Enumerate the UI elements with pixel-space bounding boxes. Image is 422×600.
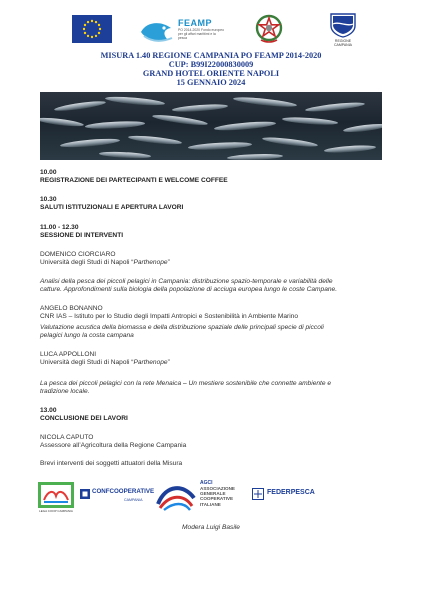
title-line-measure: MISURA 1.40 REGIONE CAMPANIA PO FEAMP 2014-2020: [100, 51, 322, 60]
campania-shield-icon: [328, 12, 358, 38]
agci-full-name: [200, 486, 235, 507]
speaker-1-talk-line-1: Analisi della pesca dei piccoli pelagici in Campania: distribuzione spazio-temporale e variabilità delle: [40, 278, 333, 285]
time-opening: 10.30: [40, 196, 57, 203]
federpesca-logo: [252, 488, 332, 504]
time-conclusion: 13.00: [40, 407, 57, 414]
sardines-banner-image: [40, 92, 382, 160]
legacoop-logo: [38, 482, 74, 514]
legacoop-icon: [38, 482, 74, 508]
speaker-3-name: LUCA APPOLLONI: [40, 351, 97, 358]
speaker-2-talk-line-1: Valutazione acustica della biomassa e della distribuzione spaziale delle principali specie di piccoli: [40, 324, 324, 331]
confcooperative-name: CONFCOOPERATIVE: [92, 488, 155, 495]
time-session: 11.00 - 12.30: [40, 224, 79, 231]
speaker-4-name: NICOLA CAPUTO: [40, 434, 94, 441]
agci-name: AGCI: [200, 480, 213, 486]
confcooperative-icon: [80, 489, 90, 499]
confcooperative-logo: [80, 488, 155, 510]
time-registration: 10.00: [40, 169, 57, 176]
speaker-1-talk-line-2: catture. Approfondimenti sulla biologia della popolazione di acciuga europea lungo le coste Campane.: [40, 286, 338, 293]
agci-line-2: GENERALE: [200, 491, 226, 497]
feamp-logo: [138, 16, 224, 46]
campania-label: REGIONE CAMPANIA: [333, 39, 353, 47]
speaker-1-name: DOMENICO CIORCIARO: [40, 251, 116, 258]
agci-logo: [156, 480, 256, 514]
conclusion-title: CONCLUSIONE DEI LAVORI: [40, 415, 128, 422]
title-line-venue: GRAND HOTEL ORIENTE NAPOLI: [142, 69, 280, 78]
speaker-3-affiliation: Università degli Studi di Napoli “Parthenope”: [40, 359, 170, 366]
speaker-3-talk-line-1: La pesca dei piccoli pelagici con la rete Menaica – Un mestiere sostenibile che connette ambiente e: [40, 380, 332, 387]
fish-icon: [138, 16, 176, 46]
eu-flag-icon: [72, 15, 112, 43]
session-title: SESSIONE DI INTERVENTI: [40, 232, 124, 239]
confcooperative-region: CAMPANIA: [124, 498, 143, 502]
federpesca-name: FEDERPESCA: [267, 489, 315, 496]
agci-line-4: ITALIANE: [200, 501, 221, 507]
opening-title: SALUTI ISTITUZIONALI E APERTURA LAVORI: [40, 204, 184, 211]
speaker-4-affiliation: Assessore all’Agricoltura della Regione Campania: [40, 442, 187, 449]
agci-line-1: ASSOCIAZIONE: [200, 486, 235, 491]
title-line-date: 15 GENNAIO 2024: [176, 78, 246, 87]
registration-title: REGISTRAZIONE DEI PARTECIPANTI E WELCOME COFFEE: [40, 177, 228, 184]
speaker-1-affiliation: Università degli Studi di Napoli “Parthenope”: [40, 259, 170, 266]
partner-logos: [38, 480, 383, 514]
federpesca-icon: [252, 488, 264, 500]
feamp-name: FEAMP: [178, 18, 212, 28]
title-line-cup: CUP: B99I22000830009: [168, 60, 254, 69]
speaker-2-affiliation: CNR IAS – Istituto per lo Studio degli Impatti Antropici e Sostenibilità in Ambiente Marino: [40, 313, 299, 320]
feamp-subtitle: PO 2014-2020 Fondo europeo per gli affari marittimi e la pesca: [178, 28, 224, 40]
speaker-3-talk-line-2: tradizione locale.: [40, 388, 90, 395]
agci-icon: [156, 482, 196, 512]
regione-campania-logo: [328, 12, 358, 46]
legacoop-label: LEGA COOP CAMPANIA: [39, 509, 73, 513]
speaker-2-name: ANGELO BONANNO: [40, 305, 103, 312]
italian-republic-emblem-icon: [255, 13, 283, 45]
implementers-note: Brevi interventi dei soggetti attuatori della Misura: [40, 460, 183, 467]
speaker-2-talk-line-2: pelagici lungo la costa campana: [40, 332, 134, 339]
agci-line-3: COOPERATIVE: [200, 496, 234, 502]
moderator: Modera Luigi Basile: [182, 524, 240, 531]
